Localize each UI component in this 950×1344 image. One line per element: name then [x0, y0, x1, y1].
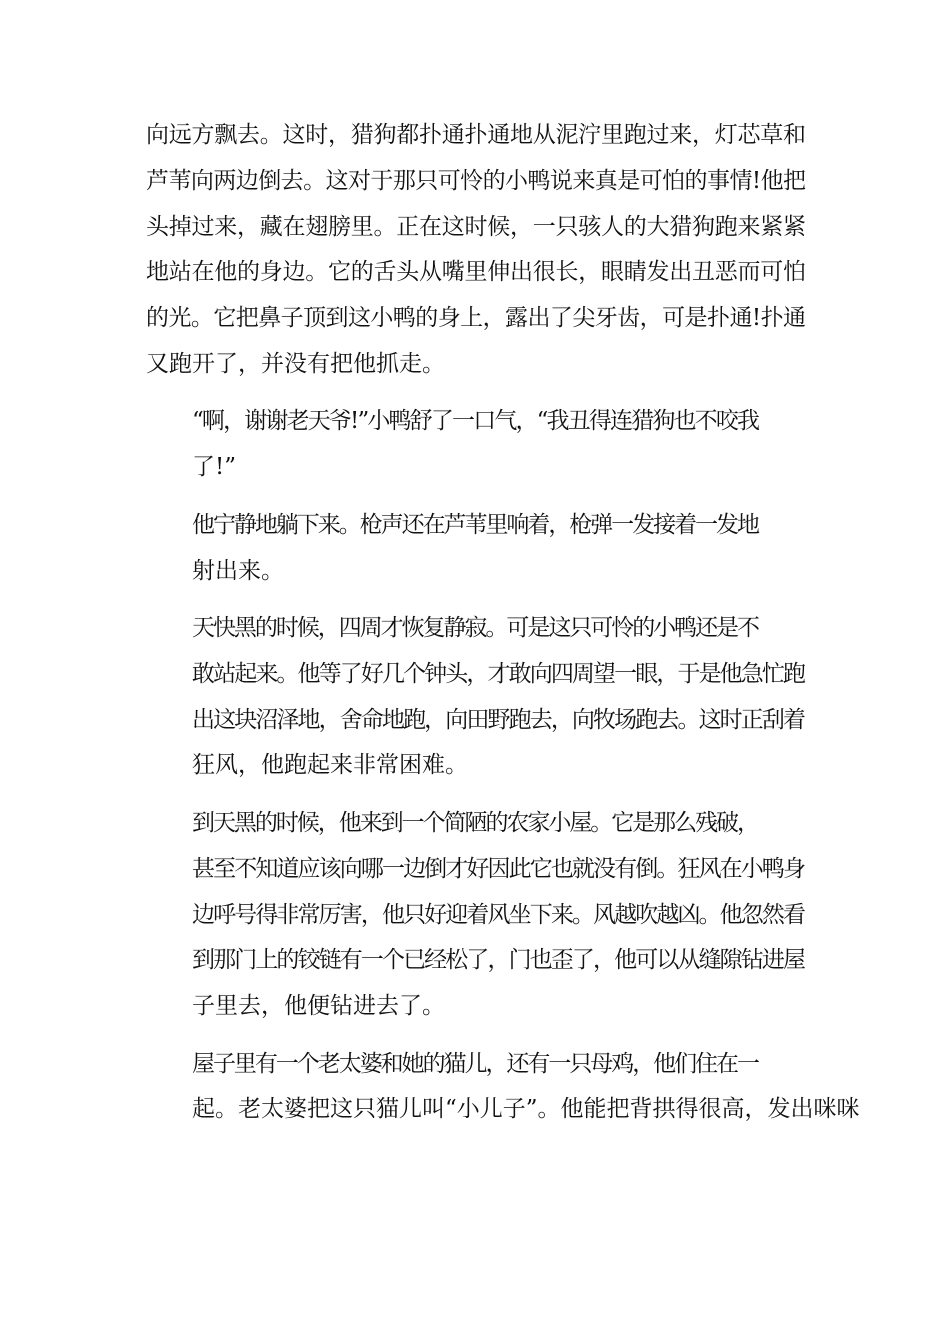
text-line: 了!”: [192, 454, 237, 481]
text-line: 他宁静地躺下来。枪声还在芦苇里响着，枪弹一发接着一发地: [192, 511, 758, 538]
text-line: 射出来。: [192, 557, 284, 584]
text-line: 到天黑的时候，他来到一个简陋的农家小屋。它是那么残破，: [192, 809, 758, 836]
text-line: 芦苇向两边倒去。这对于那只可怜的小鸭说来真是可怕的事情!他把: [146, 167, 806, 194]
text-line: 屋子里有一个老太婆和她的猫儿，还有一只母鸡，他们住在一: [192, 1050, 758, 1077]
text-line: 到那门上的铰链有一个已经松了，门也歪了，他可以从缝隙钻进屋: [192, 947, 805, 974]
text-line: 的光。它把鼻子顶到这小鸭的身上，露出了尖牙齿，可是扑通!扑通: [146, 305, 806, 332]
paragraph: [146, 503, 806, 595]
paragraph: [146, 399, 806, 491]
text-line: “啊，谢谢老天爷!”小鸭舒了一口气，“我丑得连猎狗也不咬我: [192, 408, 759, 435]
text-line: 又跑开了，并没有把他抓走。: [146, 350, 445, 377]
paragraph: [146, 606, 806, 789]
text-line: 敢站起来。他等了好几个钟头，才敢向四周望一眼，于是他急忙跑: [192, 660, 805, 687]
paragraph: [146, 801, 806, 1030]
text-line: 天快黑的时候，四周才恢复静寂。可是这只可怜的小鸭还是不: [192, 615, 758, 642]
paragraph: [146, 1042, 860, 1134]
text-line: 子里去，他便钻进去了。: [192, 993, 445, 1020]
body-text: [146, 113, 860, 1133]
text-line: 起。老太婆把这只猫儿叫“小儿子”。他能把背拱得很高，发出咪咪: [192, 1096, 860, 1123]
text-line: 边呼号得非常厉害，他只好迎着风坐下来。风越吹越凶。他忽然看: [192, 901, 805, 928]
text-line: 出这块沼泽地，舍命地跑，向田野跑去，向牧场跑去。这时正刮着: [192, 706, 805, 733]
text-line: 头掉过来，藏在翅膀里。正在这时候，一只骇人的大猎狗跑来紧紧: [146, 213, 806, 240]
text-line: 甚至不知道应该向哪一边倒才好因此它也就没有倒。狂风在小鸭身: [192, 855, 805, 882]
text-line: 地站在他的身边。它的舌头从嘴里伸出很长，眼睛发出丑恶而可怕: [146, 259, 806, 286]
text-line: 狂风，他跑起来非常困难。: [192, 752, 468, 779]
paragraph: [146, 113, 806, 388]
text-line: 向远方飘去。这时，猎狗都扑通扑通地从泥泞里跑过来，灯芯草和: [146, 122, 806, 148]
